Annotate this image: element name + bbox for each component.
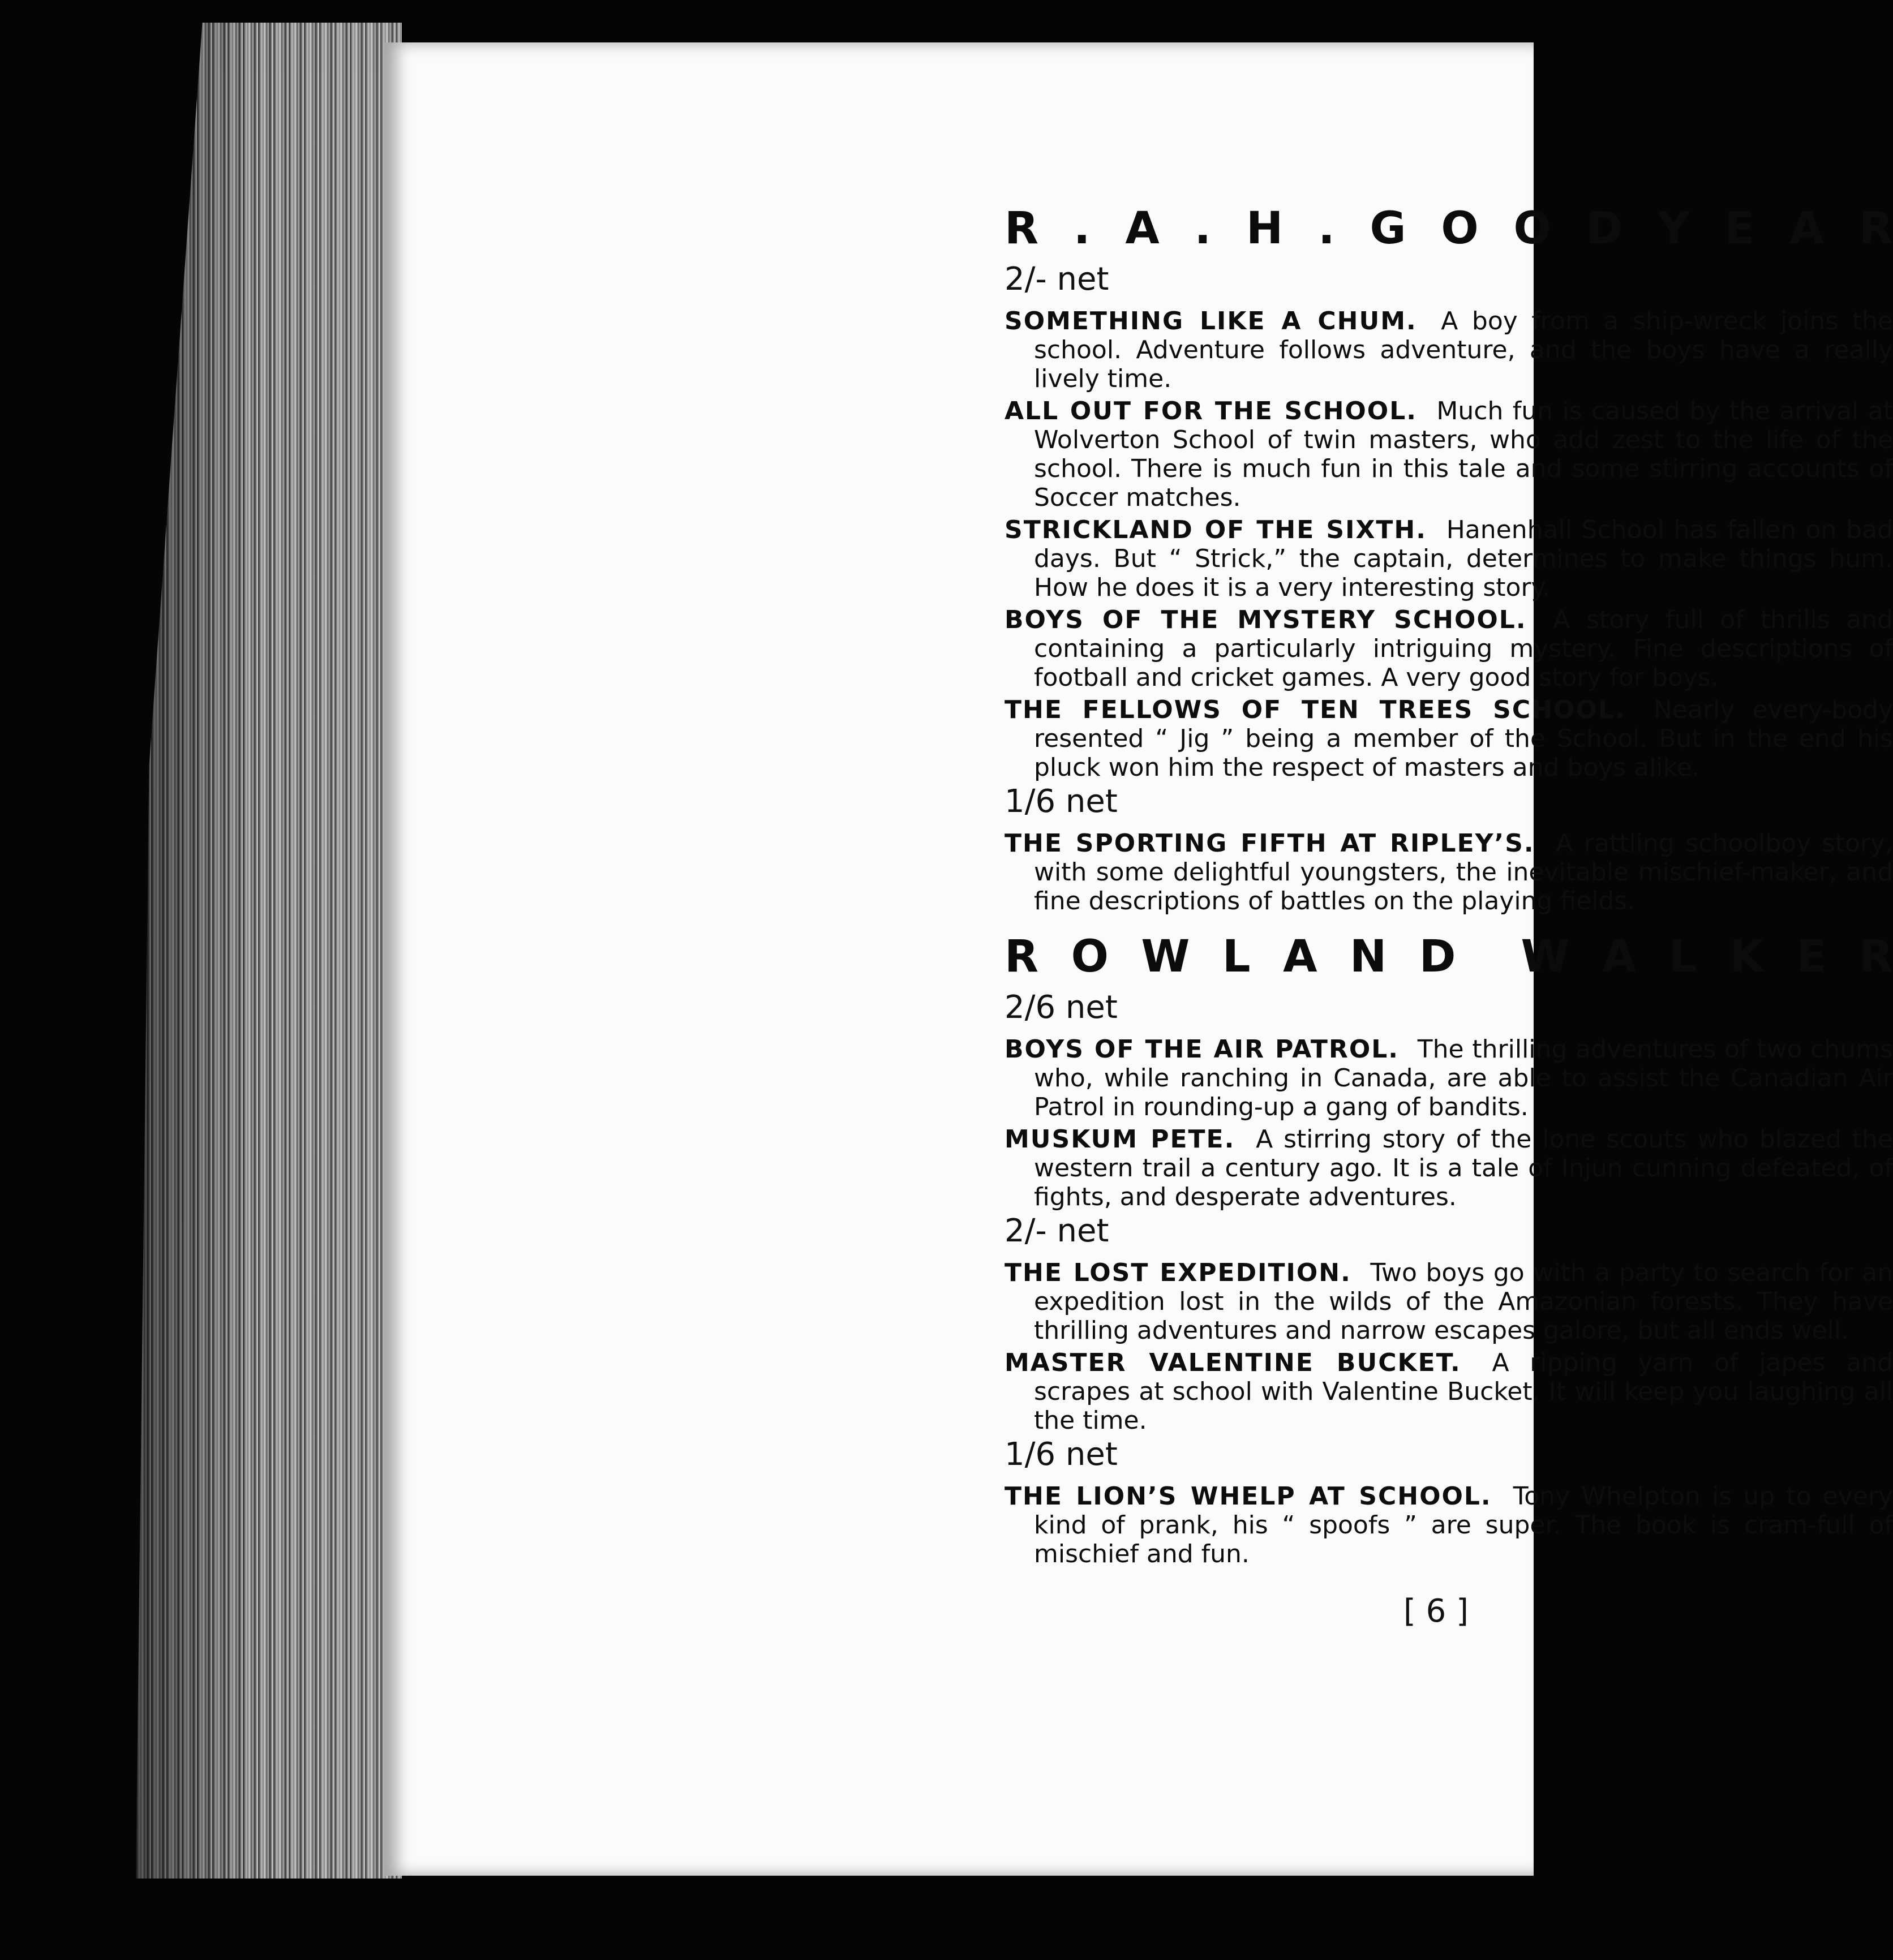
price-heading: 2/6 net (1005, 989, 1118, 1026)
book-entry (1005, 829, 1893, 915)
author-heading (1005, 931, 1893, 983)
author-letter: R (1858, 931, 1893, 983)
book-description: Hanenhall School has fallen on bad days. But “ Strick,” the captain, determines to make things hum. How he does it is a very interesting story. (1034, 515, 1893, 603)
author-letter: W (1521, 931, 1570, 983)
book-title: THE LION’S WHELP AT SCHOOL. (1005, 1481, 1492, 1511)
book-title: MUSKUM PETE. (1005, 1125, 1235, 1154)
price-heading: 1/6 net (1005, 1436, 1118, 1473)
catalogue-page (385, 42, 1893, 1876)
author-heading (1005, 203, 1893, 254)
book-description: A boy from a ship-wreck joins the school. Adventure follows adventure, and the boys have a really lively time. (1034, 306, 1893, 393)
author-letter: O (1513, 203, 1551, 254)
author-letter: O (1071, 931, 1109, 983)
author-letter: Y (1658, 203, 1690, 254)
book-description: A ripping yarn of japes and scrapes at school with Valentine Bucket. It will keep you laughing all the time. (1034, 1348, 1893, 1435)
author-letter: E (1796, 931, 1827, 983)
book-entry (1005, 1482, 1893, 1568)
author-letter: L (1222, 931, 1251, 983)
book-entry (1005, 1125, 1893, 1211)
book-description: Two boys go with a party to search for an expedition lost in the wilds of the Amazonian forests. They have thrilling adventures and narrow escapes galore, but all ends well. (1034, 1258, 1893, 1346)
author-letter: D (1586, 203, 1623, 254)
book-entry (1005, 605, 1893, 692)
author-letter: . (1073, 203, 1091, 254)
book-title: ALL OUT FOR THE SCHOOL. (1005, 396, 1417, 425)
author-letter: E (1724, 203, 1755, 254)
book-title: THE SPORTING FIFTH AT RIPLEY’S. (1005, 829, 1535, 858)
book-description: Nearly every-body resented “ Jig ” being a member of the School. But in the end his pluck won him the respect of masters and boys alike. (1034, 695, 1893, 783)
author-letter: N (1350, 931, 1387, 983)
author-section-goodyear (1005, 203, 1893, 916)
author-letter: L (1668, 931, 1697, 983)
book-entry (1005, 1258, 1893, 1345)
book-title: MASTER VALENTINE BUCKET. (1005, 1348, 1461, 1378)
author-letter: D (1419, 931, 1456, 983)
book-description: A story full of thrills and containing a particularly intriguing mystery. Fine descriptions of football and cricket games. A very good story for boys. (1034, 605, 1893, 693)
author-letter: A (1789, 203, 1824, 254)
book-title: SOMETHING LIKE A CHUM. (1005, 306, 1417, 336)
price-heading: 2/- net (1005, 261, 1109, 298)
book-entry (1005, 695, 1893, 782)
author-letter: H (1246, 203, 1284, 254)
book-title: THE FELLOWS OF TEN TREES SCHOOL. (1005, 695, 1626, 725)
author-letter: R (1858, 203, 1893, 254)
author-letter: . (1194, 203, 1212, 254)
author-letter: A (1602, 931, 1637, 983)
book-page-edges (136, 23, 402, 1879)
author-letter: W (1141, 931, 1190, 983)
author-letter: R (1005, 203, 1039, 254)
page-content (1005, 203, 1893, 1572)
book-description: Much fun is caused by the arrival at Wolverton School of twin masters, who add zest to the life of the school. There is much fun in this tale and some stirring accounts of Soccer matches. (1034, 396, 1893, 512)
author-letter: . (1318, 203, 1335, 254)
book-title: BOYS OF THE AIR PATROL. (1005, 1034, 1399, 1064)
book-entry (1005, 397, 1893, 512)
book-title: STRICKLAND OF THE SIXTH. (1005, 515, 1427, 545)
author-letter: A (1125, 203, 1160, 254)
book-entry (1005, 1035, 1893, 1121)
price-heading: 2/- net (1005, 1213, 1109, 1250)
author-letter: G (1370, 203, 1406, 254)
book-entry (1005, 1348, 1893, 1435)
author-letter: A (1283, 931, 1317, 983)
author-section-walker (1005, 931, 1893, 1569)
author-letter: R (1005, 931, 1039, 983)
book-title: BOYS OF THE MYSTERY SCHOOL. (1005, 605, 1527, 635)
book-description: A stirring story of the lone scouts who blazed the western trail a century ago. It is a tale of Injun cunning defeated, of fights, and desperate adventures. (1034, 1125, 1893, 1212)
book-entry (1005, 307, 1893, 393)
book-description: Tony Whelpton is up to every kind of prank, his “ spoofs ” are super. The book is cram-full of mischief and fun. (1034, 1481, 1893, 1569)
book-description: A rattling schoolboy story, with some delightful youngsters, the inevitable mischief-maker, and fine descriptions of battles on the playing fields. (1034, 829, 1893, 916)
author-letter: O (1441, 203, 1479, 254)
author-letter: K (1729, 931, 1764, 983)
book-description: The thrilling adventures of two chums who, while ranching in Canada, are able to assist the Canadian Air Patrol in rounding-up a gang of bandits. (1034, 1034, 1893, 1122)
book-entry (1005, 515, 1893, 602)
price-heading: 1/6 net (1005, 783, 1118, 820)
page-number: [ 6 ] (1403, 1593, 1469, 1630)
book-title: THE LOST EXPEDITION. (1005, 1258, 1351, 1287)
